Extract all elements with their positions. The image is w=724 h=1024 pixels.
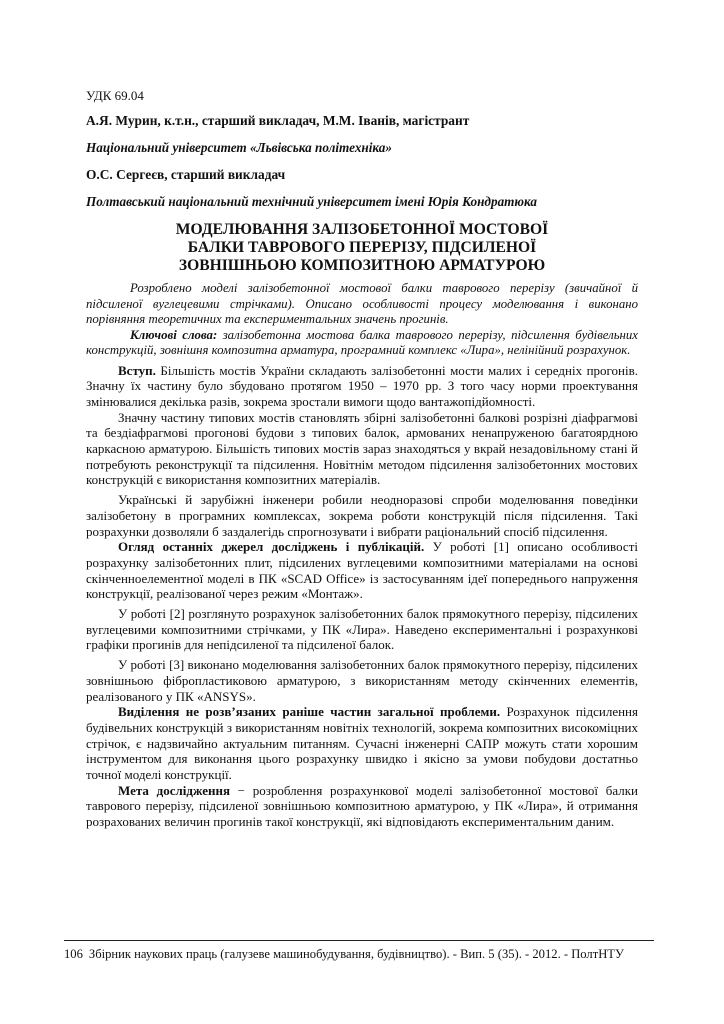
page-number: 106 bbox=[64, 947, 83, 961]
review-heading: Огляд останніх джерел досліджень і публікацій. bbox=[118, 539, 425, 555]
keywords bbox=[86, 328, 638, 359]
problem-heading: Виділення не розв’язаних раніше частин загальної проблеми. bbox=[118, 704, 501, 720]
affiliation-2: Полтавський національний технічний університет імені Юрія Кондратюка bbox=[86, 194, 537, 209]
intro-text-1: Більшість мостів України складають залізобетонні мости малих і середніх прогонів. Значну їх частину було збудовано протягом 1950 – 1970 рр. З того часу норми проектування змінювалися декілька разів, зокрема зростали вимоги щодо вантажопідйомності. bbox=[86, 362, 638, 409]
intro-heading: Вступ. bbox=[118, 362, 156, 378]
keywords-text: залізобетонна мостова балка таврового перерізу, підсилення будівельних конструкцій, зовнішня композитна арматура, програмний комплекс «Лира», нелінійний розрахунок. bbox=[86, 327, 638, 357]
abstract: Розроблено моделі залізобетонної мостової балки таврового перерізу (звичайної й підсиленої вуглецевими стрічками). Описано особливості процесу моделювання і виконано порівняння теоретичних та експериментальних значень прогинів. bbox=[86, 281, 638, 326]
intro-paragraph-2: Значну частину типових мостів становлять збірні залізобетонні балкові розрізні діафрагмові та бездіафрагмові прогонові будови з типових балок, армованих ненапруженою багатоярдною каркасною арматурою. Більшість типових мостів зараз знаходяться у вкрай незадовільному стані й потребують реконструкції та підсилення. Новітнім методом підсилення залізобетонних мостових конструкцій є використання композитних матеріалів. bbox=[86, 409, 638, 488]
problem-text: Розрахунок підсилення будівельних конструкцій з використанням новітніх технологій, зокрема композитних високоміцних стрічок, є надзвичайно актуальним питанням. Сучасні інженерні САПР можуть стати хорошим інструментом для виконання цього розрахунку швидко і якісно за умови побудови достатньо точної моделі конструкції. bbox=[86, 704, 638, 783]
authors-line-2: О.С. Сергеєв, старший викладач bbox=[86, 167, 286, 182]
title-line-2: БАЛКИ ТАВРОВОГО ПЕРЕРІЗУ, ПІДСИЛЕНОЇ bbox=[187, 239, 537, 256]
title-line-3: ЗОВНІШНЬОЮ КОМПОЗИТНОЮ АРМАТУРОЮ bbox=[178, 257, 546, 274]
affiliation-1: Національний університет «Львівська політехніка» bbox=[86, 140, 392, 155]
intro-paragraph-1 bbox=[86, 363, 638, 410]
review-text-1: У роботі [1] описано особливості розрахунку залізобетонних плит, підсилених вуглецевими композитними матеріалами на основі скінченноелементної моделі в ПК «SCAD Office» із застосуванням ідеї попереднього напруження конструкції, реалізованої через режим «Монтаж». bbox=[86, 539, 638, 602]
udk-code: УДК 69.04 bbox=[86, 88, 144, 103]
review-paragraph-1 bbox=[86, 539, 638, 602]
paper-page bbox=[86, 88, 638, 834]
page-footer bbox=[64, 940, 654, 962]
problem-paragraph bbox=[86, 704, 638, 783]
review-paragraph-3: У роботі [3] виконано моделювання залізобетонних балок прямокутного перерізу, підсилених зовнішньою фібропластиковою арматурою, з використанням методу скінченних елементів, реалізованого у ПК «ANSYS». bbox=[86, 657, 638, 704]
goal-heading: Мета дослідження bbox=[118, 782, 230, 798]
goal-text: − розроблення розрахункової моделі залізобетонної мостової балки таврового перерізу, підсиленої зовнішньою композитною арматурою, у ПК «Лира», й отримання розрахованих величин прогинів такої конструкції, які відповідають експериментальним даним. bbox=[86, 782, 638, 830]
journal-citation: Збірник наукових праць (галузеве машинобудування, будівництво). - Вип. 5 (35). - 2012. - ПолтНТУ bbox=[88, 947, 624, 961]
goal-paragraph bbox=[86, 783, 638, 830]
keywords-label: Ключові слова: bbox=[130, 327, 218, 342]
authors-line-1: А.Я. Мурин, к.т.н., старший викладач, М.М. Іванів, магістрант bbox=[86, 113, 470, 128]
title-line-1: МОДЕЛЮВАННЯ ЗАЛІЗОБЕТОННОЇ МОСТОВОЇ bbox=[175, 221, 549, 238]
paper-title bbox=[86, 221, 638, 275]
review-paragraph-2: У роботі [2] розглянуто розрахунок залізобетонних балок прямокутного перерізу, підсилених вуглецевими композитними стрічками, у ПК «Лира». Наведено експериментальні і розрахункові графіки прогинів для непідсиленої та підсиленої балок. bbox=[86, 606, 638, 653]
intro-paragraph-3: Українські й зарубіжні інженери робили неодноразові спроби моделювання поведінки залізобетону в програмних комплексах, зокрема роботи конструкцій після підсилення. Такі розрахунки дозволяли б заздалегідь спрогнозувати і вибрати раціональний спосіб підсилення. bbox=[86, 492, 638, 539]
